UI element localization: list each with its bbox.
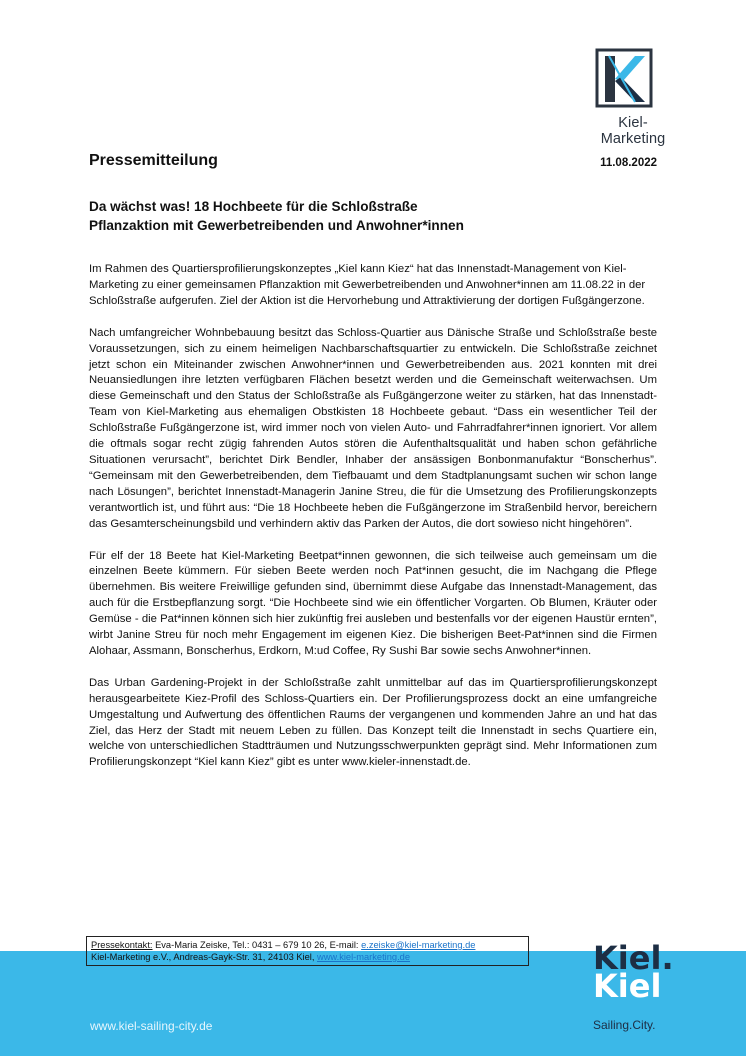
contact-label: Pressekontakt: [91, 940, 153, 950]
contact-website-link[interactable]: www.kiel-marketing.de [317, 952, 411, 962]
release-date: 11.08.2022 [600, 157, 657, 169]
paragraph-2: Nach umfangreicher Wohnbebauung besitzt das Schloss-Quartier aus Dänische Straße und Schloßstraße beste Voraussetzungen, sich zu einem heimeligen Nachbarschaftsquartier zu entwickeln. Die Schloßstraße zeichnet jetzt schon ein Miteinander zwischen Anwohner*innen und Gewerbetreibenden aus. 2021 konnten mit drei Neuansiedlungen ihre letzten verfügbaren Flächen besetzt werden und die Gemeinschaft weiterwachsen. Um diese Gemeinschaft und den Status der Schloßstraße als Fußgängerzone weiter zu stärken, hat das Innenstadt-Team von Kiel-Marketing aus ehemaligen Obstkisten 18 Hochbeete gebaut. “Dass ein wesentlicher Teil der Schloßstraße Fußgängerzone ist, wird immer noch von vielen Auto- und Fahrradfahrer*innen ignoriert. Vor allem die oftmals sogar recht zügig fahrenden Autos stören die Aufenthaltsqualität und haben schon gefährliche Situationen verursacht”, berichtet Dirk Bendler, Inhaber der ansässigen Bonbonmanufaktur “Bonscherhus”. “Gemeinsam mit den Gewerbetreibenden, dem Tiefbauamt und dem Stadtplanungsamt suchen wir schon lange nach Lösungen”, berichtet Innenstadt-Managerin Janine Streu, die für die Umsetzung des Profilierungskonzepts verantwortlich ist, und führt aus: “Die 18 Hochbeete heben die Fußgängerzone im Straßenbild hervor, bereichern das Gesamterscheinungsbild und verhindern aktiv das Parken der Autos, die dort sowieso nicht hingehören”. [89, 326, 657, 530]
contact-address: Kiel-Marketing e.V., Andreas-Gayk-Str. 31, 24103 Kiel, [91, 952, 317, 962]
headline [89, 197, 657, 235]
k-monogram-icon [595, 48, 655, 110]
headline-main: Da wächst was! 18 Hochbeete für die Schloßstraße [89, 199, 418, 214]
kiel-sailing-city-logo [593, 939, 683, 1005]
contact-line-2 [91, 951, 524, 963]
document-header [89, 152, 657, 174]
headline-sub: Pflanzaktion mit Gewerbetreibenden und Anwohner*innen [89, 218, 464, 233]
press-contact-box [86, 936, 529, 966]
paragraph-4: Das Urban Gardening-Projekt in der Schloßstraße zahlt unmittelbar auf das im Quartiersprofilierungskonzept herausgearbeitete Kiez-Profil des Schloss-Quartiers ein. Der Profilierungsprozess dockt an eine umfangreiche Umgestaltung und Aufwertung des öffentlichen Raums der vergangenen und kommenden Jahre an und hat das Ziel, das Herz der Stadt mit neuem Leben zu füllen. Das Konzept teilt die Innenstadt in sechs Quartiere ein, welche von unterschiedlichen Stadtträumen und Nutzungsschwerpunkten geprägt sind. Mehr Informationen zum Profilierungskonzept “Kiel kann Kiez” gibt es unter www.kieler-innenstadt.de. [89, 676, 657, 769]
contact-details: Eva-Maria Zeiske, Tel.: 0431 – 679 10 26, E-mail: [152, 940, 362, 950]
footer-tagline: Sailing.City. [593, 1018, 656, 1032]
brand-name: Kiel-Marketing [600, 115, 666, 147]
contact-line-1 [91, 939, 524, 951]
footer-url-link[interactable]: www.kiel-sailing-city.de [90, 1019, 213, 1033]
paragraph-3: Für elf der 18 Beete hat Kiel-Marketing Beetpat*innen gewonnen, die sich teilweise auch gemeinsam um die einzelnen Beete kümmern. Für sieben Beete werden noch Pat*innen gesucht, die im Nachgang die Pflege übernehmen. Bis weitere Freiwillige gefunden sind, übernimmt diese Aufgabe das Innenstadt-Management, das auch für die Erstbepflanzung sorgt. “Die Hochbeete sind wie ein öffentlicher Vorgarten. Ob Blumen, Kräuter oder Gemüse - die Pat*innen können sich hier zukünftig frei ausleben und bestenfalls vor der eigenen Haustür ernten”, wirbt Janine Streu für noch mehr Engagement im eigenen Kiez. Die bisherigen Beet-Pat*innen sind die Firmen Alohaar, Assmann, Bonscherhus, Erdkorn, M:ud Coffee, Ry Sushi Bar sowie sechs Anwohner*innen. [89, 549, 657, 657]
logo-line-2: Kiel [593, 967, 662, 1005]
contact-email-link[interactable]: e.zeiske@kiel-marketing.de [361, 940, 476, 950]
kiel-marketing-logo [587, 48, 679, 147]
paragraph-1: Im Rahmen des Quartiersprofilierungskonzeptes „Kiel kann Kiez“ hat das Innenstadt-Management von Kiel-Marketing zu einer gemeinsamen Pflanzaktion mit Gewerbetreibenden und Anwohner*innen am 11.08.22 in der Schloßstraße aufgerufen. Ziel der Aktion ist die Hervorhebung und Attraktivierung der dortigen Fußgängerzone. [89, 263, 646, 307]
article-body [89, 262, 657, 787]
page-title: Pressemitteilung [89, 152, 218, 169]
logo-line-1: Kiel. [593, 939, 674, 977]
